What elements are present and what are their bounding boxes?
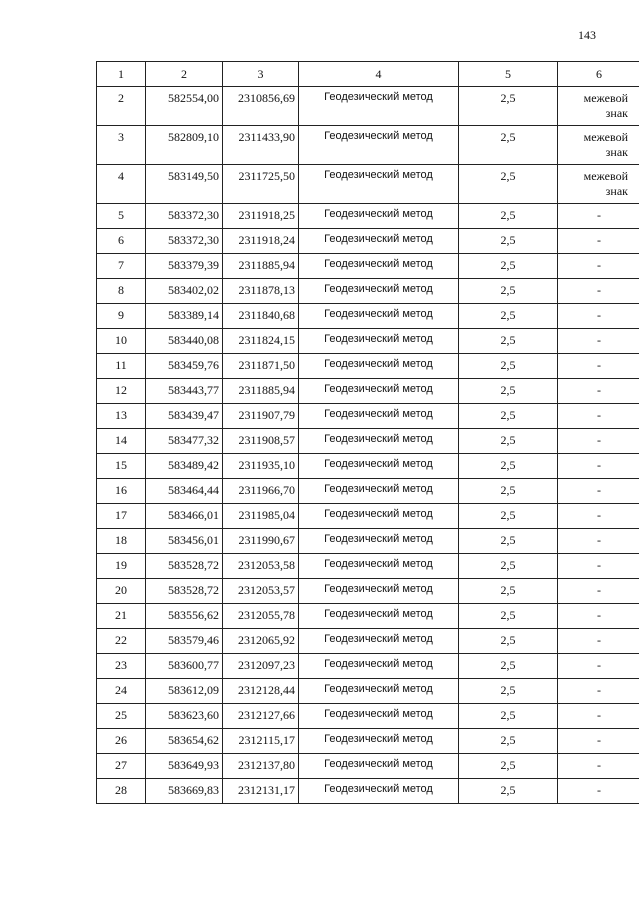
point-number-cell: 14 xyxy=(97,429,146,454)
point-number-cell: 15 xyxy=(97,454,146,479)
x-coordinate-cell: 583464,44 xyxy=(146,479,223,504)
table-row xyxy=(97,87,639,126)
x-coordinate-cell: 583379,39 xyxy=(146,254,223,279)
x-coordinate-cell: 583439,47 xyxy=(146,404,223,429)
method-cell: Геодезический метод xyxy=(299,429,459,454)
x-coordinate-cell: 583372,30 xyxy=(146,229,223,254)
x-coordinate-cell: 583623,60 xyxy=(146,704,223,729)
table-row xyxy=(97,479,639,504)
method-cell: Геодезический метод xyxy=(299,604,459,629)
accuracy-cell: 2,5 xyxy=(459,754,558,779)
marker-cell: - xyxy=(558,504,639,529)
accuracy-cell: 2,5 xyxy=(459,504,558,529)
x-coordinate-cell: 583466,01 xyxy=(146,504,223,529)
point-number-cell: 3 xyxy=(97,126,146,165)
accuracy-cell: 2,5 xyxy=(459,779,558,804)
y-coordinate-cell: 2311908,57 xyxy=(223,429,299,454)
y-coordinate-cell: 2312065,92 xyxy=(223,629,299,654)
column-header-4: 4 xyxy=(299,62,459,87)
accuracy-cell: 2,5 xyxy=(459,579,558,604)
accuracy-cell: 2,5 xyxy=(459,704,558,729)
y-coordinate-cell: 2310856,69 xyxy=(223,87,299,126)
y-coordinate-cell: 2312128,44 xyxy=(223,679,299,704)
accuracy-cell: 2,5 xyxy=(459,204,558,229)
method-cell: Геодезический метод xyxy=(299,229,459,254)
method-cell: Геодезический метод xyxy=(299,529,459,554)
y-coordinate-cell: 2311885,94 xyxy=(223,379,299,404)
marker-cell: - xyxy=(558,204,639,229)
table-row xyxy=(97,679,639,704)
table-row xyxy=(97,126,639,165)
y-coordinate-cell: 2312097,23 xyxy=(223,654,299,679)
y-coordinate-cell: 2312137,80 xyxy=(223,754,299,779)
y-coordinate-cell: 2311433,90 xyxy=(223,126,299,165)
x-coordinate-cell: 583456,01 xyxy=(146,529,223,554)
table-row xyxy=(97,429,639,454)
marker-cell: - xyxy=(558,379,639,404)
point-number-cell: 20 xyxy=(97,579,146,604)
marker-cell: - xyxy=(558,679,639,704)
column-header-3: 3 xyxy=(223,62,299,87)
table-row xyxy=(97,279,639,304)
point-number-cell: 6 xyxy=(97,229,146,254)
point-number-cell: 21 xyxy=(97,604,146,629)
column-header-2: 2 xyxy=(146,62,223,87)
accuracy-cell: 2,5 xyxy=(459,554,558,579)
x-coordinate-cell: 583528,72 xyxy=(146,579,223,604)
point-number-cell: 19 xyxy=(97,554,146,579)
y-coordinate-cell: 2311885,94 xyxy=(223,254,299,279)
accuracy-cell: 2,5 xyxy=(459,654,558,679)
method-cell: Геодезический метод xyxy=(299,579,459,604)
point-number-cell: 26 xyxy=(97,729,146,754)
x-coordinate-cell: 583579,46 xyxy=(146,629,223,654)
x-coordinate-cell: 583389,14 xyxy=(146,304,223,329)
point-number-cell: 13 xyxy=(97,404,146,429)
column-header-1: 1 xyxy=(97,62,146,87)
method-cell: Геодезический метод xyxy=(299,654,459,679)
method-cell: Геодезический метод xyxy=(299,165,459,204)
marker-cell: - xyxy=(558,229,639,254)
method-cell: Геодезический метод xyxy=(299,204,459,229)
marker-cell: - xyxy=(558,754,639,779)
y-coordinate-cell: 2311871,50 xyxy=(223,354,299,379)
point-number-cell: 23 xyxy=(97,654,146,679)
method-cell: Геодезический метод xyxy=(299,754,459,779)
accuracy-cell: 2,5 xyxy=(459,429,558,454)
method-cell: Геодезический метод xyxy=(299,554,459,579)
marker-cell: - xyxy=(558,629,639,654)
table-row xyxy=(97,204,639,229)
method-cell: Геодезический метод xyxy=(299,704,459,729)
y-coordinate-cell: 2311985,04 xyxy=(223,504,299,529)
method-cell: Геодезический метод xyxy=(299,354,459,379)
method-cell: Геодезический метод xyxy=(299,679,459,704)
x-coordinate-cell: 583649,93 xyxy=(146,754,223,779)
y-coordinate-cell: 2311918,24 xyxy=(223,229,299,254)
table-row xyxy=(97,379,639,404)
x-coordinate-cell: 583402,02 xyxy=(146,279,223,304)
marker-cell: - xyxy=(558,529,639,554)
table-row xyxy=(97,579,639,604)
y-coordinate-cell: 2311907,79 xyxy=(223,404,299,429)
marker-cell: - xyxy=(558,729,639,754)
accuracy-cell: 2,5 xyxy=(459,304,558,329)
marker-cell: - xyxy=(558,479,639,504)
point-number-cell: 27 xyxy=(97,754,146,779)
accuracy-cell: 2,5 xyxy=(459,87,558,126)
accuracy-cell: 2,5 xyxy=(459,329,558,354)
x-coordinate-cell: 583372,30 xyxy=(146,204,223,229)
y-coordinate-cell: 2312115,17 xyxy=(223,729,299,754)
y-coordinate-cell: 2311990,67 xyxy=(223,529,299,554)
point-number-cell: 2 xyxy=(97,87,146,126)
point-number-cell: 8 xyxy=(97,279,146,304)
table-row xyxy=(97,404,639,429)
accuracy-cell: 2,5 xyxy=(459,379,558,404)
method-cell: Геодезический метод xyxy=(299,329,459,354)
point-number-cell: 4 xyxy=(97,165,146,204)
column-header-5: 5 xyxy=(459,62,558,87)
table-row xyxy=(97,229,639,254)
point-number-cell: 28 xyxy=(97,779,146,804)
x-coordinate-cell: 582809,10 xyxy=(146,126,223,165)
x-coordinate-cell: 583459,76 xyxy=(146,354,223,379)
accuracy-cell: 2,5 xyxy=(459,629,558,654)
marker-cell: межевой знак xyxy=(558,165,639,204)
y-coordinate-cell: 2311918,25 xyxy=(223,204,299,229)
y-coordinate-cell: 2311935,10 xyxy=(223,454,299,479)
method-cell: Геодезический метод xyxy=(299,629,459,654)
coordinates-table xyxy=(96,61,639,804)
accuracy-cell: 2,5 xyxy=(459,354,558,379)
marker-cell: - xyxy=(558,354,639,379)
point-number-cell: 11 xyxy=(97,354,146,379)
table-row xyxy=(97,529,639,554)
table-row xyxy=(97,729,639,754)
point-number-cell: 12 xyxy=(97,379,146,404)
table-row xyxy=(97,779,639,804)
x-coordinate-cell: 583443,77 xyxy=(146,379,223,404)
accuracy-cell: 2,5 xyxy=(459,254,558,279)
page-number: 143 xyxy=(578,28,596,42)
method-cell: Геодезический метод xyxy=(299,254,459,279)
point-number-cell: 10 xyxy=(97,329,146,354)
table-row xyxy=(97,329,639,354)
y-coordinate-cell: 2311725,50 xyxy=(223,165,299,204)
table-row xyxy=(97,754,639,779)
method-cell: Геодезический метод xyxy=(299,504,459,529)
marker-cell: - xyxy=(558,304,639,329)
method-cell: Геодезический метод xyxy=(299,87,459,126)
table-row xyxy=(97,554,639,579)
point-number-cell: 24 xyxy=(97,679,146,704)
y-coordinate-cell: 2311966,70 xyxy=(223,479,299,504)
method-cell: Геодезический метод xyxy=(299,779,459,804)
y-coordinate-cell: 2311878,13 xyxy=(223,279,299,304)
x-coordinate-cell: 583654,62 xyxy=(146,729,223,754)
point-number-cell: 18 xyxy=(97,529,146,554)
point-number-cell: 7 xyxy=(97,254,146,279)
accuracy-cell: 2,5 xyxy=(459,454,558,479)
point-number-cell: 25 xyxy=(97,704,146,729)
marker-cell: - xyxy=(558,779,639,804)
method-cell: Геодезический метод xyxy=(299,126,459,165)
column-header-6: 6 xyxy=(558,62,639,87)
y-coordinate-cell: 2312127,66 xyxy=(223,704,299,729)
marker-cell: - xyxy=(558,254,639,279)
method-cell: Геодезический метод xyxy=(299,379,459,404)
method-cell: Геодезический метод xyxy=(299,479,459,504)
x-coordinate-cell: 583477,32 xyxy=(146,429,223,454)
method-cell: Геодезический метод xyxy=(299,304,459,329)
method-cell: Геодезический метод xyxy=(299,454,459,479)
method-cell: Геодезический метод xyxy=(299,404,459,429)
accuracy-cell: 2,5 xyxy=(459,404,558,429)
table-row xyxy=(97,629,639,654)
table-row xyxy=(97,454,639,479)
table-row xyxy=(97,304,639,329)
table-row xyxy=(97,604,639,629)
x-coordinate-cell: 583489,42 xyxy=(146,454,223,479)
x-coordinate-cell: 583440,08 xyxy=(146,329,223,354)
marker-cell: - xyxy=(558,579,639,604)
accuracy-cell: 2,5 xyxy=(459,604,558,629)
accuracy-cell: 2,5 xyxy=(459,729,558,754)
table-row xyxy=(97,354,639,379)
x-coordinate-cell: 582554,00 xyxy=(146,87,223,126)
y-coordinate-cell: 2311840,68 xyxy=(223,304,299,329)
y-coordinate-cell: 2312055,78 xyxy=(223,604,299,629)
point-number-cell: 16 xyxy=(97,479,146,504)
marker-cell: - xyxy=(558,404,639,429)
point-number-cell: 22 xyxy=(97,629,146,654)
x-coordinate-cell: 583149,50 xyxy=(146,165,223,204)
accuracy-cell: 2,5 xyxy=(459,165,558,204)
accuracy-cell: 2,5 xyxy=(459,126,558,165)
table-row xyxy=(97,504,639,529)
x-coordinate-cell: 583600,77 xyxy=(146,654,223,679)
marker-cell: - xyxy=(558,554,639,579)
table-row xyxy=(97,654,639,679)
accuracy-cell: 2,5 xyxy=(459,679,558,704)
table-row xyxy=(97,704,639,729)
marker-cell: - xyxy=(558,429,639,454)
marker-cell: - xyxy=(558,454,639,479)
x-coordinate-cell: 583669,83 xyxy=(146,779,223,804)
y-coordinate-cell: 2312131,17 xyxy=(223,779,299,804)
point-number-cell: 9 xyxy=(97,304,146,329)
marker-cell: - xyxy=(558,654,639,679)
marker-cell: - xyxy=(558,704,639,729)
marker-cell: - xyxy=(558,279,639,304)
point-number-cell: 17 xyxy=(97,504,146,529)
marker-cell: межевой знак xyxy=(558,87,639,126)
table-header-row xyxy=(97,62,639,87)
x-coordinate-cell: 583528,72 xyxy=(146,554,223,579)
method-cell: Геодезический метод xyxy=(299,279,459,304)
accuracy-cell: 2,5 xyxy=(459,229,558,254)
y-coordinate-cell: 2312053,57 xyxy=(223,579,299,604)
table-row xyxy=(97,165,639,204)
accuracy-cell: 2,5 xyxy=(459,529,558,554)
x-coordinate-cell: 583612,09 xyxy=(146,679,223,704)
accuracy-cell: 2,5 xyxy=(459,279,558,304)
y-coordinate-cell: 2312053,58 xyxy=(223,554,299,579)
marker-cell: - xyxy=(558,329,639,354)
y-coordinate-cell: 2311824,15 xyxy=(223,329,299,354)
table-body xyxy=(97,87,639,804)
x-coordinate-cell: 583556,62 xyxy=(146,604,223,629)
point-number-cell: 5 xyxy=(97,204,146,229)
method-cell: Геодезический метод xyxy=(299,729,459,754)
accuracy-cell: 2,5 xyxy=(459,479,558,504)
marker-cell: - xyxy=(558,604,639,629)
marker-cell: межевой знак xyxy=(558,126,639,165)
table-row xyxy=(97,254,639,279)
